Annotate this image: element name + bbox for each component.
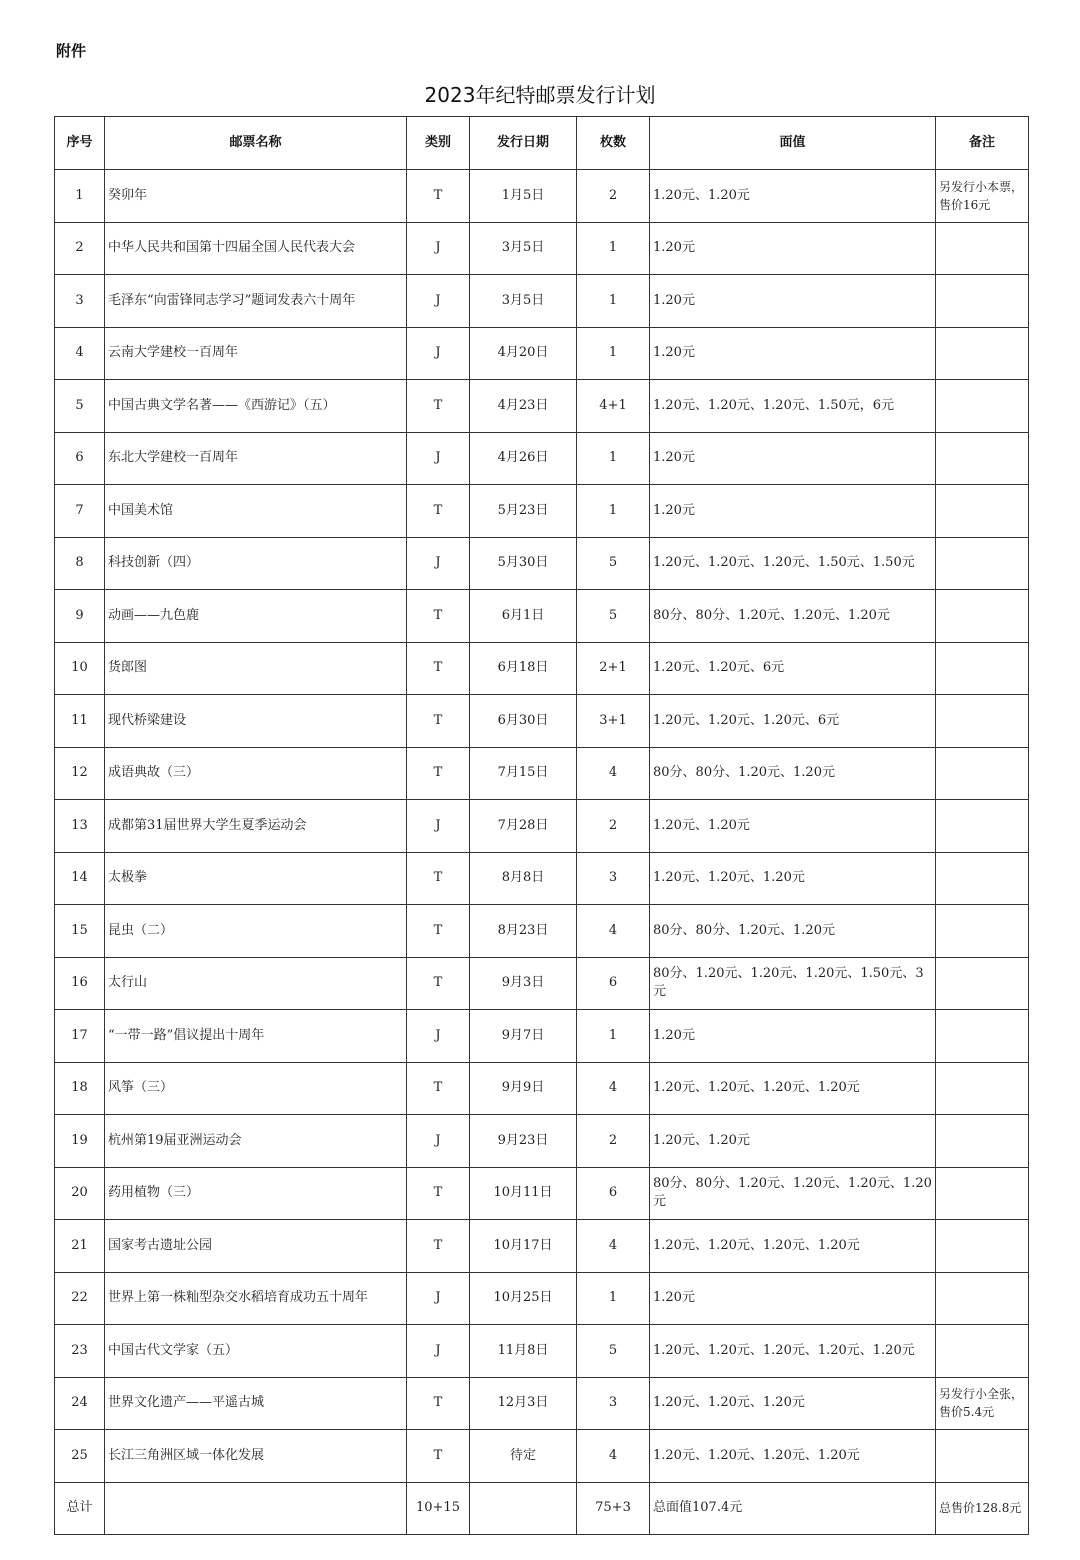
cell-note xyxy=(936,905,1029,958)
cell-note xyxy=(936,380,1029,433)
cell-face-value: 1.20元 xyxy=(650,1010,936,1063)
cell-name: 杭州第19届亚洲运动会 xyxy=(105,1115,407,1168)
table-row xyxy=(55,905,1029,958)
total-label: 总计 xyxy=(55,1482,105,1535)
cell-face-value: 1.20元、1.20元、1.20元、6元 xyxy=(650,695,936,748)
cell-no: 20 xyxy=(55,1167,105,1220)
cell-name: 中国美术馆 xyxy=(105,485,407,538)
table-row xyxy=(55,1220,1029,1273)
cell-category: T xyxy=(407,1220,470,1273)
cell-no: 11 xyxy=(55,695,105,748)
cell-no: 8 xyxy=(55,537,105,590)
cell-face-value: 80分、80分、1.20元、1.20元 xyxy=(650,747,936,800)
cell-note xyxy=(936,537,1029,590)
cell-note xyxy=(936,590,1029,643)
cell-count: 3 xyxy=(577,1377,650,1430)
cell-count: 4 xyxy=(577,1062,650,1115)
cell-face-value: 1.20元 xyxy=(650,222,936,275)
table-row xyxy=(55,222,1029,275)
cell-category: J xyxy=(407,1115,470,1168)
cell-no: 5 xyxy=(55,380,105,433)
cell-category: T xyxy=(407,695,470,748)
cell-name: 毛泽东“向雷锋同志学习”题词发表六十周年 xyxy=(105,275,407,328)
cell-name: 中国古代文学家（五） xyxy=(105,1325,407,1378)
cell-name: 太极拳 xyxy=(105,852,407,905)
cell-no: 14 xyxy=(55,852,105,905)
cell-category: T xyxy=(407,1430,470,1483)
cell-count: 1 xyxy=(577,222,650,275)
cell-note xyxy=(936,642,1029,695)
cell-no: 17 xyxy=(55,1010,105,1063)
cell-no: 2 xyxy=(55,222,105,275)
cell-name: 货郎图 xyxy=(105,642,407,695)
cell-category: J xyxy=(407,800,470,853)
cell-date: 7月28日 xyxy=(470,800,577,853)
cell-note xyxy=(936,275,1029,328)
cell-face-value: 1.20元 xyxy=(650,432,936,485)
attachment-label: 附件 xyxy=(56,42,87,60)
cell-face-value: 80分、1.20元、1.20元、1.20元、1.50元、3元 xyxy=(650,957,936,1010)
cell-note xyxy=(936,1325,1029,1378)
cell-face-value: 1.20元、1.20元 xyxy=(650,1115,936,1168)
cell-no: 13 xyxy=(55,800,105,853)
cell-date: 11月8日 xyxy=(470,1325,577,1378)
cell-face-value: 1.20元、1.20元 xyxy=(650,800,936,853)
cell-no: 19 xyxy=(55,1115,105,1168)
cell-date: 9月7日 xyxy=(470,1010,577,1063)
table-row xyxy=(55,1062,1029,1115)
total-date xyxy=(470,1482,577,1535)
cell-category: J xyxy=(407,1325,470,1378)
header-date: 发行日期 xyxy=(470,117,577,170)
cell-date: 3月5日 xyxy=(470,275,577,328)
cell-name: 世界文化遗产——平遥古城 xyxy=(105,1377,407,1430)
cell-category: T xyxy=(407,170,470,223)
cell-category: T xyxy=(407,747,470,800)
cell-date: 待定 xyxy=(470,1430,577,1483)
total-note: 总售价128.8元 xyxy=(936,1482,1029,1535)
table-row xyxy=(55,537,1029,590)
cell-note xyxy=(936,852,1029,905)
cell-count: 1 xyxy=(577,275,650,328)
header-note: 备注 xyxy=(936,117,1029,170)
cell-count: 2 xyxy=(577,800,650,853)
cell-no: 10 xyxy=(55,642,105,695)
cell-date: 12月3日 xyxy=(470,1377,577,1430)
cell-category: T xyxy=(407,642,470,695)
cell-date: 6月1日 xyxy=(470,590,577,643)
cell-face-value: 1.20元 xyxy=(650,1272,936,1325)
cell-count: 2 xyxy=(577,1115,650,1168)
cell-date: 5月23日 xyxy=(470,485,577,538)
cell-count: 4+1 xyxy=(577,380,650,433)
cell-face-value: 80分、80分、1.20元、1.20元、1.20元、1.20元 xyxy=(650,1167,936,1220)
cell-face-value: 1.20元、1.20元、6元 xyxy=(650,642,936,695)
cell-no: 4 xyxy=(55,327,105,380)
cell-no: 24 xyxy=(55,1377,105,1430)
cell-face-value: 1.20元、1.20元、1.20元 xyxy=(650,852,936,905)
table-row xyxy=(55,590,1029,643)
table-row xyxy=(55,485,1029,538)
cell-note xyxy=(936,1115,1029,1168)
table-row xyxy=(55,800,1029,853)
cell-face-value: 80分、80分、1.20元、1.20元 xyxy=(650,905,936,958)
header-face-value: 面值 xyxy=(650,117,936,170)
cell-date: 8月8日 xyxy=(470,852,577,905)
cell-face-value: 1.20元、1.20元、1.20元、1.50元、1.50元 xyxy=(650,537,936,590)
cell-no: 6 xyxy=(55,432,105,485)
cell-no: 1 xyxy=(55,170,105,223)
cell-face-value: 1.20元、1.20元、1.20元、1.20元 xyxy=(650,1062,936,1115)
cell-face-value: 80分、80分、1.20元、1.20元、1.20元 xyxy=(650,590,936,643)
cell-name: 世界上第一株籼型杂交水稻培育成功五十周年 xyxy=(105,1272,407,1325)
total-count: 75+3 xyxy=(577,1482,650,1535)
cell-no: 25 xyxy=(55,1430,105,1483)
cell-date: 4月23日 xyxy=(470,380,577,433)
cell-no: 12 xyxy=(55,747,105,800)
cell-no: 21 xyxy=(55,1220,105,1273)
table-row xyxy=(55,642,1029,695)
cell-date: 10月17日 xyxy=(470,1220,577,1273)
cell-date: 7月15日 xyxy=(470,747,577,800)
cell-date: 5月30日 xyxy=(470,537,577,590)
table-row xyxy=(55,1325,1029,1378)
table-row xyxy=(55,327,1029,380)
cell-note: 另发行小全张，售价5.4元 xyxy=(936,1377,1029,1430)
cell-count: 5 xyxy=(577,590,650,643)
cell-category: J xyxy=(407,327,470,380)
cell-category: T xyxy=(407,905,470,958)
cell-no: 22 xyxy=(55,1272,105,1325)
cell-face-value: 1.20元、1.20元、1.20元、1.20元、1.20元 xyxy=(650,1325,936,1378)
table-row xyxy=(55,380,1029,433)
cell-name: 科技创新（四） xyxy=(105,537,407,590)
cell-count: 1 xyxy=(577,327,650,380)
cell-note xyxy=(936,800,1029,853)
cell-category: T xyxy=(407,957,470,1010)
cell-no: 3 xyxy=(55,275,105,328)
cell-date: 10月25日 xyxy=(470,1272,577,1325)
cell-note xyxy=(936,1167,1029,1220)
table-row xyxy=(55,695,1029,748)
cell-no: 16 xyxy=(55,957,105,1010)
cell-count: 3+1 xyxy=(577,695,650,748)
cell-no: 9 xyxy=(55,590,105,643)
cell-category: T xyxy=(407,380,470,433)
cell-date: 3月5日 xyxy=(470,222,577,275)
cell-note xyxy=(936,695,1029,748)
cell-note xyxy=(936,957,1029,1010)
table-body xyxy=(55,170,1029,1483)
cell-name: 太行山 xyxy=(105,957,407,1010)
cell-name: 成语典故（三） xyxy=(105,747,407,800)
cell-category: J xyxy=(407,275,470,328)
cell-date: 9月3日 xyxy=(470,957,577,1010)
table-row xyxy=(55,852,1029,905)
table-row xyxy=(55,957,1029,1010)
table-row xyxy=(55,1167,1029,1220)
cell-note xyxy=(936,1272,1029,1325)
cell-count: 6 xyxy=(577,957,650,1010)
cell-name: 中国古典文学名著——《西游记》（五） xyxy=(105,380,407,433)
cell-note xyxy=(936,485,1029,538)
cell-name: 昆虫（二） xyxy=(105,905,407,958)
cell-no: 15 xyxy=(55,905,105,958)
cell-note xyxy=(936,747,1029,800)
cell-count: 2+1 xyxy=(577,642,650,695)
cell-date: 6月30日 xyxy=(470,695,577,748)
cell-note: 另发行小本票，售价16元 xyxy=(936,170,1029,223)
cell-date: 4月26日 xyxy=(470,432,577,485)
cell-name: 东北大学建校一百周年 xyxy=(105,432,407,485)
cell-name: “一带一路”倡议提出十周年 xyxy=(105,1010,407,1063)
cell-no: 23 xyxy=(55,1325,105,1378)
cell-count: 4 xyxy=(577,905,650,958)
header-name: 邮票名称 xyxy=(105,117,407,170)
cell-name: 癸卯年 xyxy=(105,170,407,223)
cell-no: 18 xyxy=(55,1062,105,1115)
cell-note xyxy=(936,432,1029,485)
table-row xyxy=(55,170,1029,223)
table-row xyxy=(55,1272,1029,1325)
cell-face-value: 1.20元 xyxy=(650,485,936,538)
cell-count: 4 xyxy=(577,1430,650,1483)
cell-face-value: 1.20元、1.20元、1.20元、1.20元 xyxy=(650,1220,936,1273)
cell-category: J xyxy=(407,537,470,590)
cell-count: 1 xyxy=(577,432,650,485)
cell-count: 4 xyxy=(577,747,650,800)
cell-face-value: 1.20元 xyxy=(650,327,936,380)
cell-category: T xyxy=(407,1167,470,1220)
cell-count: 4 xyxy=(577,1220,650,1273)
cell-count: 1 xyxy=(577,1272,650,1325)
cell-count: 5 xyxy=(577,537,650,590)
cell-name: 动画——九色鹿 xyxy=(105,590,407,643)
cell-note xyxy=(936,1220,1029,1273)
cell-date: 10月11日 xyxy=(470,1167,577,1220)
total-face-value: 总面值107.4元 xyxy=(650,1482,936,1535)
cell-category: J xyxy=(407,1272,470,1325)
cell-category: T xyxy=(407,485,470,538)
document-title: 2023年纪特邮票发行计划 xyxy=(424,83,656,107)
cell-category: T xyxy=(407,590,470,643)
cell-count: 6 xyxy=(577,1167,650,1220)
cell-count: 2 xyxy=(577,170,650,223)
cell-no: 7 xyxy=(55,485,105,538)
cell-note xyxy=(936,1010,1029,1063)
table-row xyxy=(55,1115,1029,1168)
table-row xyxy=(55,747,1029,800)
cell-count: 3 xyxy=(577,852,650,905)
cell-name: 中华人民共和国第十四届全国人民代表大会 xyxy=(105,222,407,275)
header-no: 序号 xyxy=(55,117,105,170)
cell-name: 成都第31届世界大学生夏季运动会 xyxy=(105,800,407,853)
cell-name: 药用植物（三） xyxy=(105,1167,407,1220)
cell-note xyxy=(936,327,1029,380)
cell-count: 5 xyxy=(577,1325,650,1378)
cell-name: 云南大学建校一百周年 xyxy=(105,327,407,380)
cell-category: T xyxy=(407,852,470,905)
cell-name: 国家考古遗址公园 xyxy=(105,1220,407,1273)
table-row xyxy=(55,1010,1029,1063)
cell-category: J xyxy=(407,1010,470,1063)
cell-count: 1 xyxy=(577,485,650,538)
cell-category: J xyxy=(407,222,470,275)
cell-name: 风筝（三） xyxy=(105,1062,407,1115)
cell-note xyxy=(936,222,1029,275)
table-row xyxy=(55,1430,1029,1483)
cell-face-value: 1.20元、1.20元、1.20元、1.50元，6元 xyxy=(650,380,936,433)
header-category: 类别 xyxy=(407,117,470,170)
cell-category: J xyxy=(407,432,470,485)
cell-face-value: 1.20元、1.20元、1.20元 xyxy=(650,1377,936,1430)
cell-face-value: 1.20元 xyxy=(650,275,936,328)
total-row xyxy=(55,1482,1029,1535)
cell-date: 1月5日 xyxy=(470,170,577,223)
cell-date: 8月23日 xyxy=(470,905,577,958)
cell-date: 9月9日 xyxy=(470,1062,577,1115)
cell-category: T xyxy=(407,1062,470,1115)
table-row xyxy=(55,432,1029,485)
cell-count: 1 xyxy=(577,1010,650,1063)
cell-note xyxy=(936,1430,1029,1483)
table-row xyxy=(55,275,1029,328)
table-row xyxy=(55,1377,1029,1430)
header-count: 枚数 xyxy=(577,117,650,170)
cell-date: 6月18日 xyxy=(470,642,577,695)
cell-face-value: 1.20元、1.20元、1.20元、1.20元 xyxy=(650,1430,936,1483)
total-category: 10+15 xyxy=(407,1482,470,1535)
table-header-row xyxy=(55,117,1029,170)
cell-name: 长江三角洲区域一体化发展 xyxy=(105,1430,407,1483)
cell-date: 9月23日 xyxy=(470,1115,577,1168)
stamp-plan-table xyxy=(54,116,1029,1535)
cell-category: T xyxy=(407,1377,470,1430)
total-name xyxy=(105,1482,407,1535)
cell-date: 4月20日 xyxy=(470,327,577,380)
cell-face-value: 1.20元、1.20元 xyxy=(650,170,936,223)
cell-note xyxy=(936,1062,1029,1115)
cell-name: 现代桥梁建设 xyxy=(105,695,407,748)
